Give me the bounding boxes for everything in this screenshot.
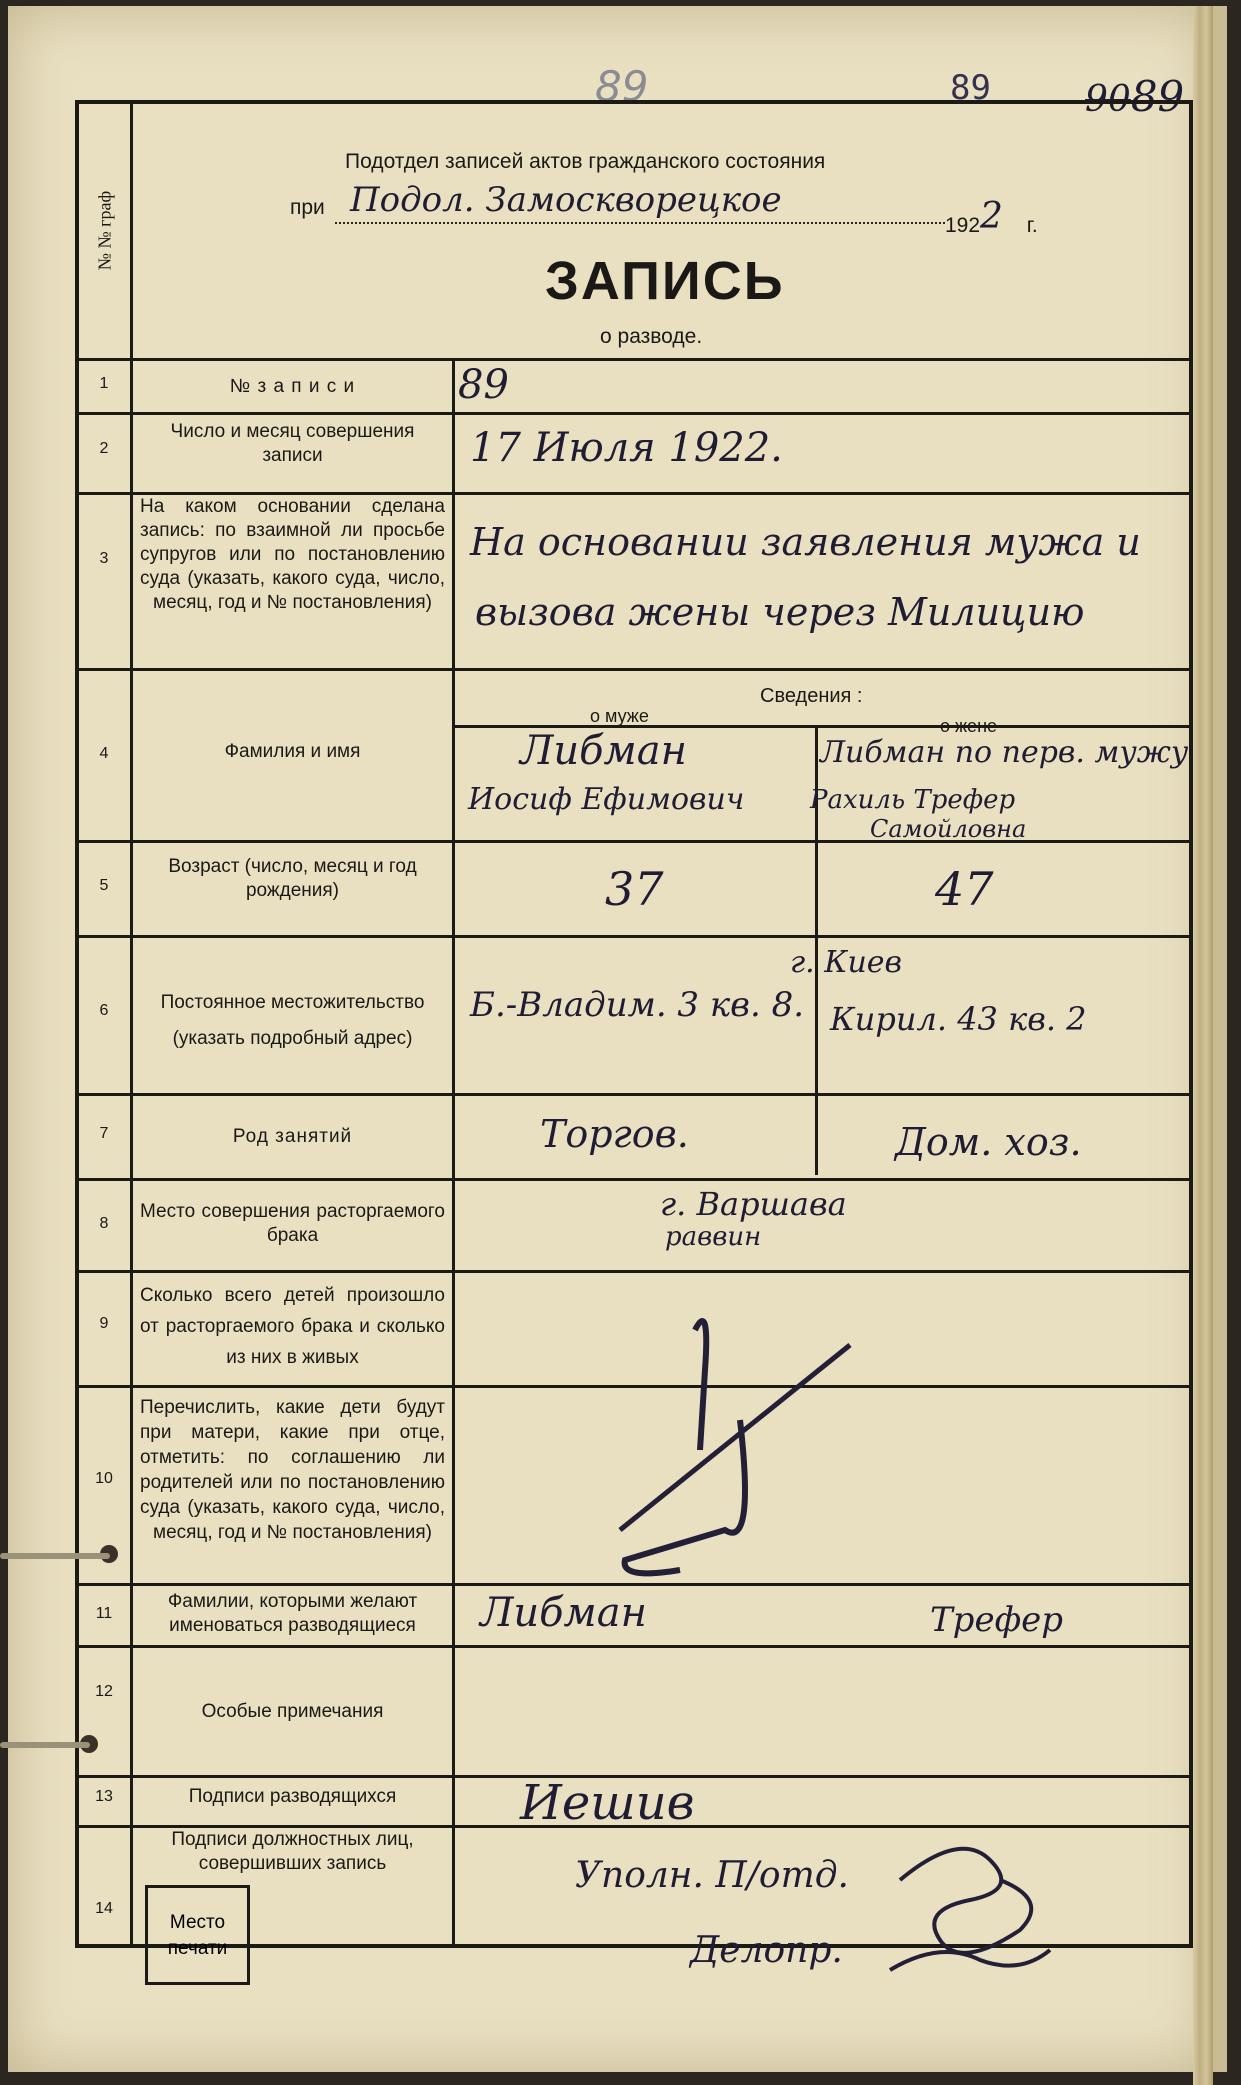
- row-number: 2: [99, 440, 109, 457]
- year-prefix: 1922 г.: [945, 196, 1038, 237]
- row-number: 5: [99, 877, 109, 894]
- value-basis-line2: вызова жены через Милицию: [475, 590, 1085, 634]
- husband-address: Б.-Владим. 3 кв. 8.: [470, 985, 805, 1025]
- svedenia-husband: о муже: [590, 706, 649, 726]
- column-header-numbers: № № граф: [94, 190, 115, 271]
- husband-surname: Либман: [520, 728, 687, 774]
- place-underline: [335, 222, 945, 224]
- row-line: [75, 412, 1189, 415]
- row-number: 8: [99, 1215, 109, 1232]
- wife-given-name: Рахиль Трефер: [810, 785, 1016, 815]
- row-number: 6: [99, 1002, 109, 1019]
- row-number: 11: [95, 1605, 113, 1622]
- value-basis-line1: На основании заявления мужа и: [470, 520, 1141, 564]
- official-signature-flourish: [880, 1820, 1060, 1980]
- wife-address: Кирил. 43 кв. 2: [830, 1000, 1087, 1038]
- row-number: 4: [99, 745, 109, 762]
- pencil-page-number: 89: [595, 62, 649, 111]
- wife-patronymic: Самойловна: [870, 815, 1027, 843]
- row-number: 14: [95, 1900, 113, 1917]
- row-number: 13: [95, 1788, 113, 1805]
- svedenia-title: Сведения :: [760, 685, 863, 707]
- wife-age: 47: [935, 862, 994, 916]
- wife-surname: Либман по перв. мужу: [820, 735, 1189, 770]
- stamped-page-number: 89: [950, 68, 991, 108]
- label-marriage-place: Место совершения расторгаемого брака: [140, 1201, 445, 1246]
- svedenia-wife: о жене: [940, 716, 998, 736]
- official-signature-line2: Делопр.: [690, 1930, 843, 1971]
- label-occupation: Род занятий: [232, 1126, 353, 1147]
- row-line: [75, 1093, 1189, 1096]
- seal-label-line1: Место: [169, 1912, 226, 1933]
- label-column-divider: [452, 360, 455, 1944]
- seal-label-line2: печати: [167, 1938, 228, 1959]
- page-stack-edge: [1193, 6, 1213, 2085]
- husband-occupation: Торгов.: [540, 1112, 689, 1156]
- row-line: [75, 1645, 1189, 1648]
- row-number: 12: [95, 1683, 113, 1700]
- party-signature: Иешив: [520, 1775, 695, 1831]
- strike-through-mark: [600, 1290, 860, 1590]
- label-signatures-officials: Подписи должностных лиц, совершивших запись: [171, 1829, 414, 1874]
- label-signatures-parties: Подписи разводящихся: [188, 1786, 397, 1807]
- row-number: 9: [99, 1315, 109, 1332]
- wife-city: г. Киев: [790, 945, 902, 980]
- wife-occupation: Дом. хоз.: [895, 1120, 1082, 1164]
- row-line: [75, 668, 1189, 671]
- place-handwritten: Подол. Замоскворецкое: [350, 180, 782, 220]
- label-name: Фамилия и имя: [224, 741, 361, 762]
- row-number: 7: [99, 1125, 109, 1142]
- row-line: [75, 935, 1189, 938]
- value-record-number: 89: [458, 362, 509, 408]
- marriage-place-city: г. Варшава: [660, 1185, 847, 1223]
- row-line: [75, 358, 1189, 361]
- document-subtitle: о разводе.: [600, 325, 703, 348]
- document-title: ЗАПИСЬ: [545, 251, 785, 311]
- label-basis: На каком основании сделана запись: по взаимной ли просьбе супругов или по постановлению суда (указать, какого суда, число, месяц, год и № постановления): [140, 496, 445, 613]
- binding-thread: [0, 1553, 110, 1559]
- marriage-place-rabbi: раввин: [665, 1222, 762, 1252]
- label-date: Число и месяц совершения записи: [170, 421, 415, 466]
- seal-place-box: [145, 1885, 250, 1985]
- row-line: [75, 1270, 1189, 1273]
- struck-page-number: 9089: [1085, 72, 1185, 121]
- label-record-number: № з а п и с и: [229, 376, 356, 397]
- value-date: 17 Июля 1922.: [470, 425, 783, 471]
- label-residence: Постоянное местожительство (указать подробный адрес): [160, 992, 425, 1049]
- binding-thread: [0, 1742, 90, 1748]
- official-signature-line1: Уполн. П/отд.: [575, 1855, 849, 1896]
- row-number: 10: [95, 1470, 113, 1487]
- year-digit-handwritten: 2: [980, 196, 1003, 237]
- pri-label: при: [290, 196, 325, 219]
- husband-age: 37: [605, 862, 664, 916]
- label-children-custody: Перечислить, какие дети будут при матери, какие при отце, отметить: по соглашению ли родителей или по постановлению суда (указать, какого суда, число, месяц, год и № постановления): [140, 1397, 445, 1543]
- husband-given-name: Иосиф Ефимович: [468, 782, 745, 817]
- number-column-divider: [130, 100, 133, 1944]
- row-line: [75, 1178, 1189, 1181]
- row-number: 3: [99, 550, 109, 567]
- wife-new-surname: Трефер: [930, 1600, 1064, 1640]
- label-children-count: Сколько всего детей произошло от расторгаемого брака и сколько из них в живых: [140, 1285, 445, 1368]
- husband-new-surname: Либман: [480, 1590, 647, 1636]
- label-notes: Особые примечания: [201, 1701, 384, 1722]
- label-age: Возраст (число, месяц и год рождения): [168, 856, 417, 901]
- label-surnames: Фамилии, которыми желают именоваться разводящиеся: [167, 1591, 418, 1636]
- row-number: 1: [99, 375, 109, 392]
- subdepartment-title: Подотдел записей актов гражданского состояния: [345, 150, 826, 173]
